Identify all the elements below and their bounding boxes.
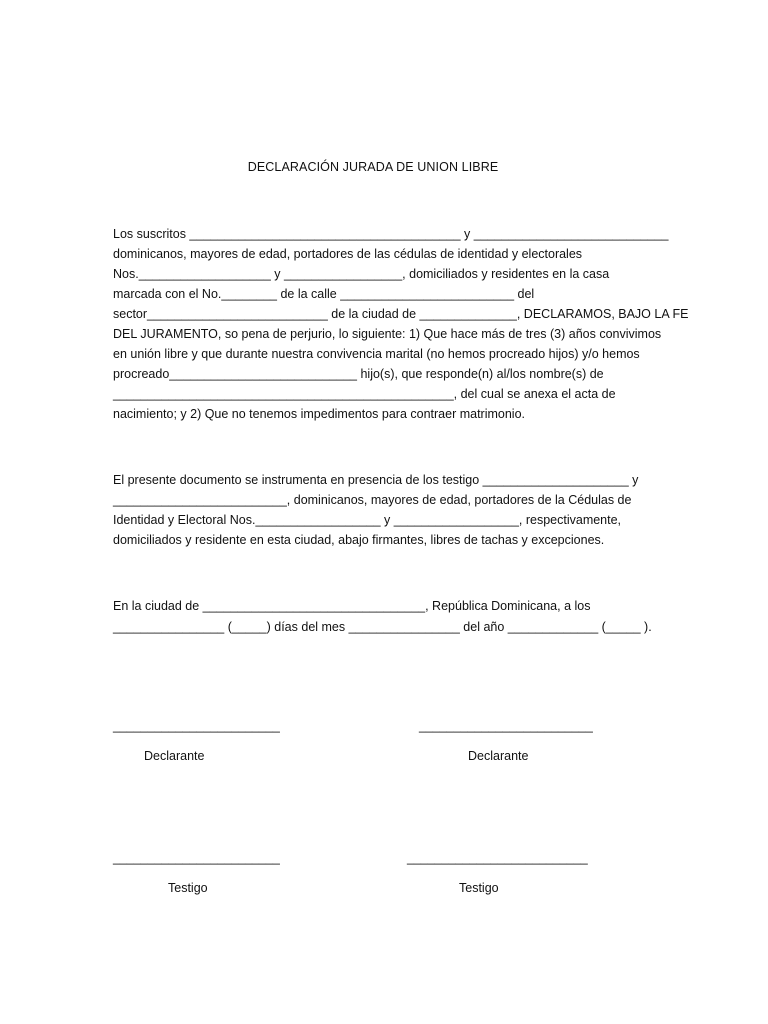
signature-line-declarante-left: ________________________: [113, 719, 280, 733]
text-line: nacimiento; y 2) Que no tenemos impedimentos para contraer matrimonio.: [113, 407, 525, 421]
text-line: dominicanos, mayores de edad, portadores de las cédulas de identidad y electorales: [113, 247, 583, 261]
text-line: Identidad y Electoral Nos.__________________ y __________________, respectivamente,: [113, 513, 622, 527]
signature-line-declarante-right: _________________________: [419, 719, 593, 733]
text-line: sector__________________________ de la ciudad de ______________, DECLARAMOS, BAJO LA FE: [113, 307, 689, 321]
text-line: domiciliados y residente en esta ciudad, abajo firmantes, libres de tachas y excepciones.: [113, 533, 605, 547]
document-title: DECLARACIÓN JURADA DE UNION LIBRE: [247, 160, 499, 174]
text-line: Los suscritos _______________________________________ y ____________________________: [113, 227, 669, 241]
text-line: _________________________________________________, del cual se anexa el acta de: [113, 387, 616, 401]
text-line: DEL JURAMENTO, so pena de perjurio, lo siguiente: 1) Que hace más de tres (3) años convivimos: [113, 327, 662, 341]
signature-line-testigo-left: ________________________: [113, 851, 280, 865]
text-line: _________________________, dominicanos, mayores de edad, portadores de la Cédulas de: [113, 493, 632, 507]
signature-line-testigo-right: __________________________: [407, 851, 588, 865]
signature-label-testigo-right: Testigo: [459, 881, 499, 895]
text-line: Nos.___________________ y _________________, domiciliados y residentes en la casa: [113, 267, 610, 281]
text-line: En la ciudad de ________________________________, República Dominicana, a los: [113, 599, 591, 613]
signature-label-testigo-left: Testigo: [168, 881, 208, 895]
text-line: marcada con el No.________ de la calle _________________________ del: [113, 287, 535, 301]
text-line: ________________ (_____) días del mes ________________ del año _____________ (_____ ).: [113, 620, 652, 634]
signature-label-declarante-left: Declarante: [144, 749, 205, 763]
text-line: El presente documento se instrumenta en presencia de los testigo _____________________ y: [113, 473, 639, 487]
signature-label-declarante-right: Declarante: [468, 749, 529, 763]
text-line: en unión libre y que durante nuestra convivencia marital (no hemos procreado hijos) y/o hemos: [113, 347, 640, 361]
text-line: procreado___________________________ hijo(s), que responde(n) al/los nombre(s) de: [113, 367, 604, 381]
